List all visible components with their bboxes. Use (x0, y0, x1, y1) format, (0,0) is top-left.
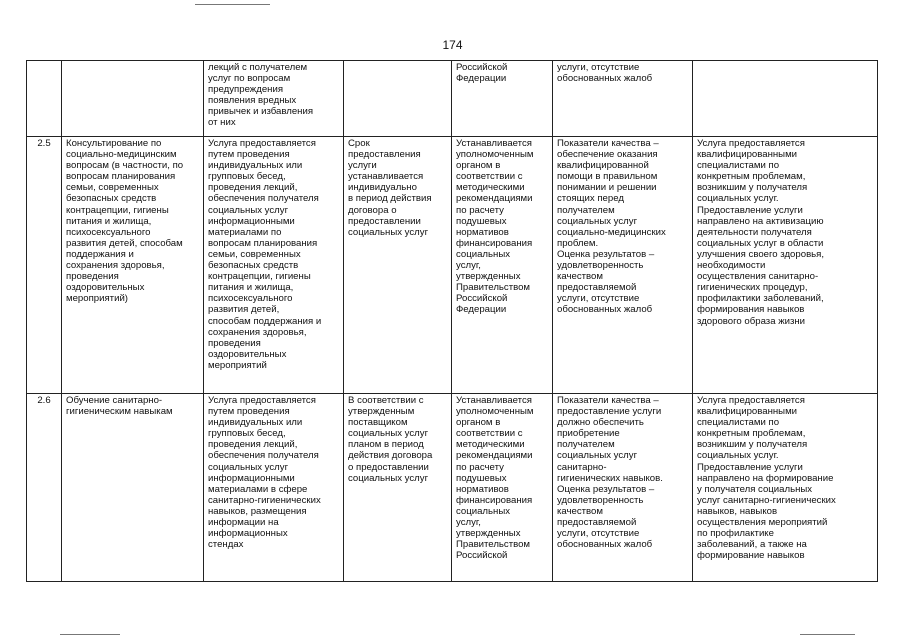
cell-service-name: Консультирование по социально-медицинским вопросам (в частности, по вопросам планирования семьи, современных безопасных средств контрацепции, гигиены питания и жилища, психосексуального развития детей, способам поддержания и сохранения здоровья, проведения оздоровительных мероприятий) (62, 137, 204, 394)
services-table (26, 60, 878, 582)
cell-tariff: Устанавливается уполномоченным органом в соответствии с методическими рекомендациями по расчету подушевых нормативов финансирования социальных услуг, утвержденных Правительством Российской (452, 394, 553, 582)
cell-service-term (344, 61, 452, 137)
cell-number (27, 61, 62, 137)
scan-edge-mark (800, 634, 855, 635)
scan-edge-mark (195, 4, 270, 5)
cell-tariff: Российской Федерации (452, 61, 553, 137)
table-row (27, 61, 878, 137)
cell-service-term: Срок предоставления услуги устанавливается индивидуально в период действия договора о предоставлении социальных услуг (344, 137, 452, 394)
table-row (27, 137, 878, 394)
cell-service-name: Обучение санитарно- гигиеническим навыкам (62, 394, 204, 582)
cell-service-name (62, 61, 204, 137)
cell-number: 2.6 (27, 394, 62, 582)
cell-conditions (693, 61, 878, 137)
cell-service-description: Услуга предоставляется путем проведения индивидуальных или групповых бесед, проведения лекций, обеспечения получателя социальных услуг информационными материалами в сфере санитарно-гигиенических навыков, размещения информации на информационных стендах (204, 394, 344, 582)
cell-quality-indicators: Показатели качества – обеспечение оказания квалифицированной помощи в правильном понимании и решении стоящих перед получателем социальных услуг социально-медицинских проблем. Оценка результатов – удовлетворенность качеством предоставляемой услуги, отсутствие обоснованных жалоб (553, 137, 693, 394)
table-row (27, 394, 878, 582)
cell-number: 2.5 (27, 137, 62, 394)
cell-service-term: В соответствии с утвержденным поставщиком социальных услуг планом в период действия договора о предоставлении социальных услуг (344, 394, 452, 582)
cell-quality-indicators: услуги, отсутствие обоснованных жалоб (553, 61, 693, 137)
cell-conditions: Услуга предоставляется квалифицированными специалистами по конкретным проблемам, возникшим у получателя социальных услуг. Предоставление услуги направлено на активизацию деятельности получателя социальных услуг в области улучшения своего здоровья, необходимости осуществления санитарно- гигиенических процедур, профилактики заболеваний, формирования навыков здорового образа жизни (693, 137, 878, 394)
cell-service-description: Услуга предоставляется путем проведения индивидуальных или групповых бесед, проведения лекций, обеспечения получателя социальных услуг информационными материалами по вопросам планирования семьи, современных безопасных средств контрацепции, гигиены питания и жилища, психосексуального развития детей, способам поддержания и сохранения здоровья, проведения оздоровительных мероприятий (204, 137, 344, 394)
cell-tariff: Устанавливается уполномоченным органом в соответствии с методическими рекомендациями по расчету подушевых нормативов финансирования социальных услуг, утвержденных Правительством Российской Федерации (452, 137, 553, 394)
page-number: 174 (442, 38, 463, 52)
scan-edge-mark (60, 634, 120, 635)
cell-service-description: лекций с получателем услуг по вопросам предупреждения появления вредных привычек и избавления от них (204, 61, 344, 137)
cell-quality-indicators: Показатели качества – предоставление услуги должно обеспечить приобретение получателем социальных услуг санитарно- гигиенических навыков. Оценка результатов – удовлетворенность качеством предоставляемой услуги, отсутствие обоснованных жалоб (553, 394, 693, 582)
cell-conditions: Услуга предоставляется квалифицированными специалистами по конкретным проблемам, возникшим у получателя социальных услуг. Предоставление услуги направлено на формирование у получателя социальных услуг санитарно-гигиенических навыков, навыков осуществления мероприятий по профилактике заболеваний, а также на формирование навыков (693, 394, 878, 582)
